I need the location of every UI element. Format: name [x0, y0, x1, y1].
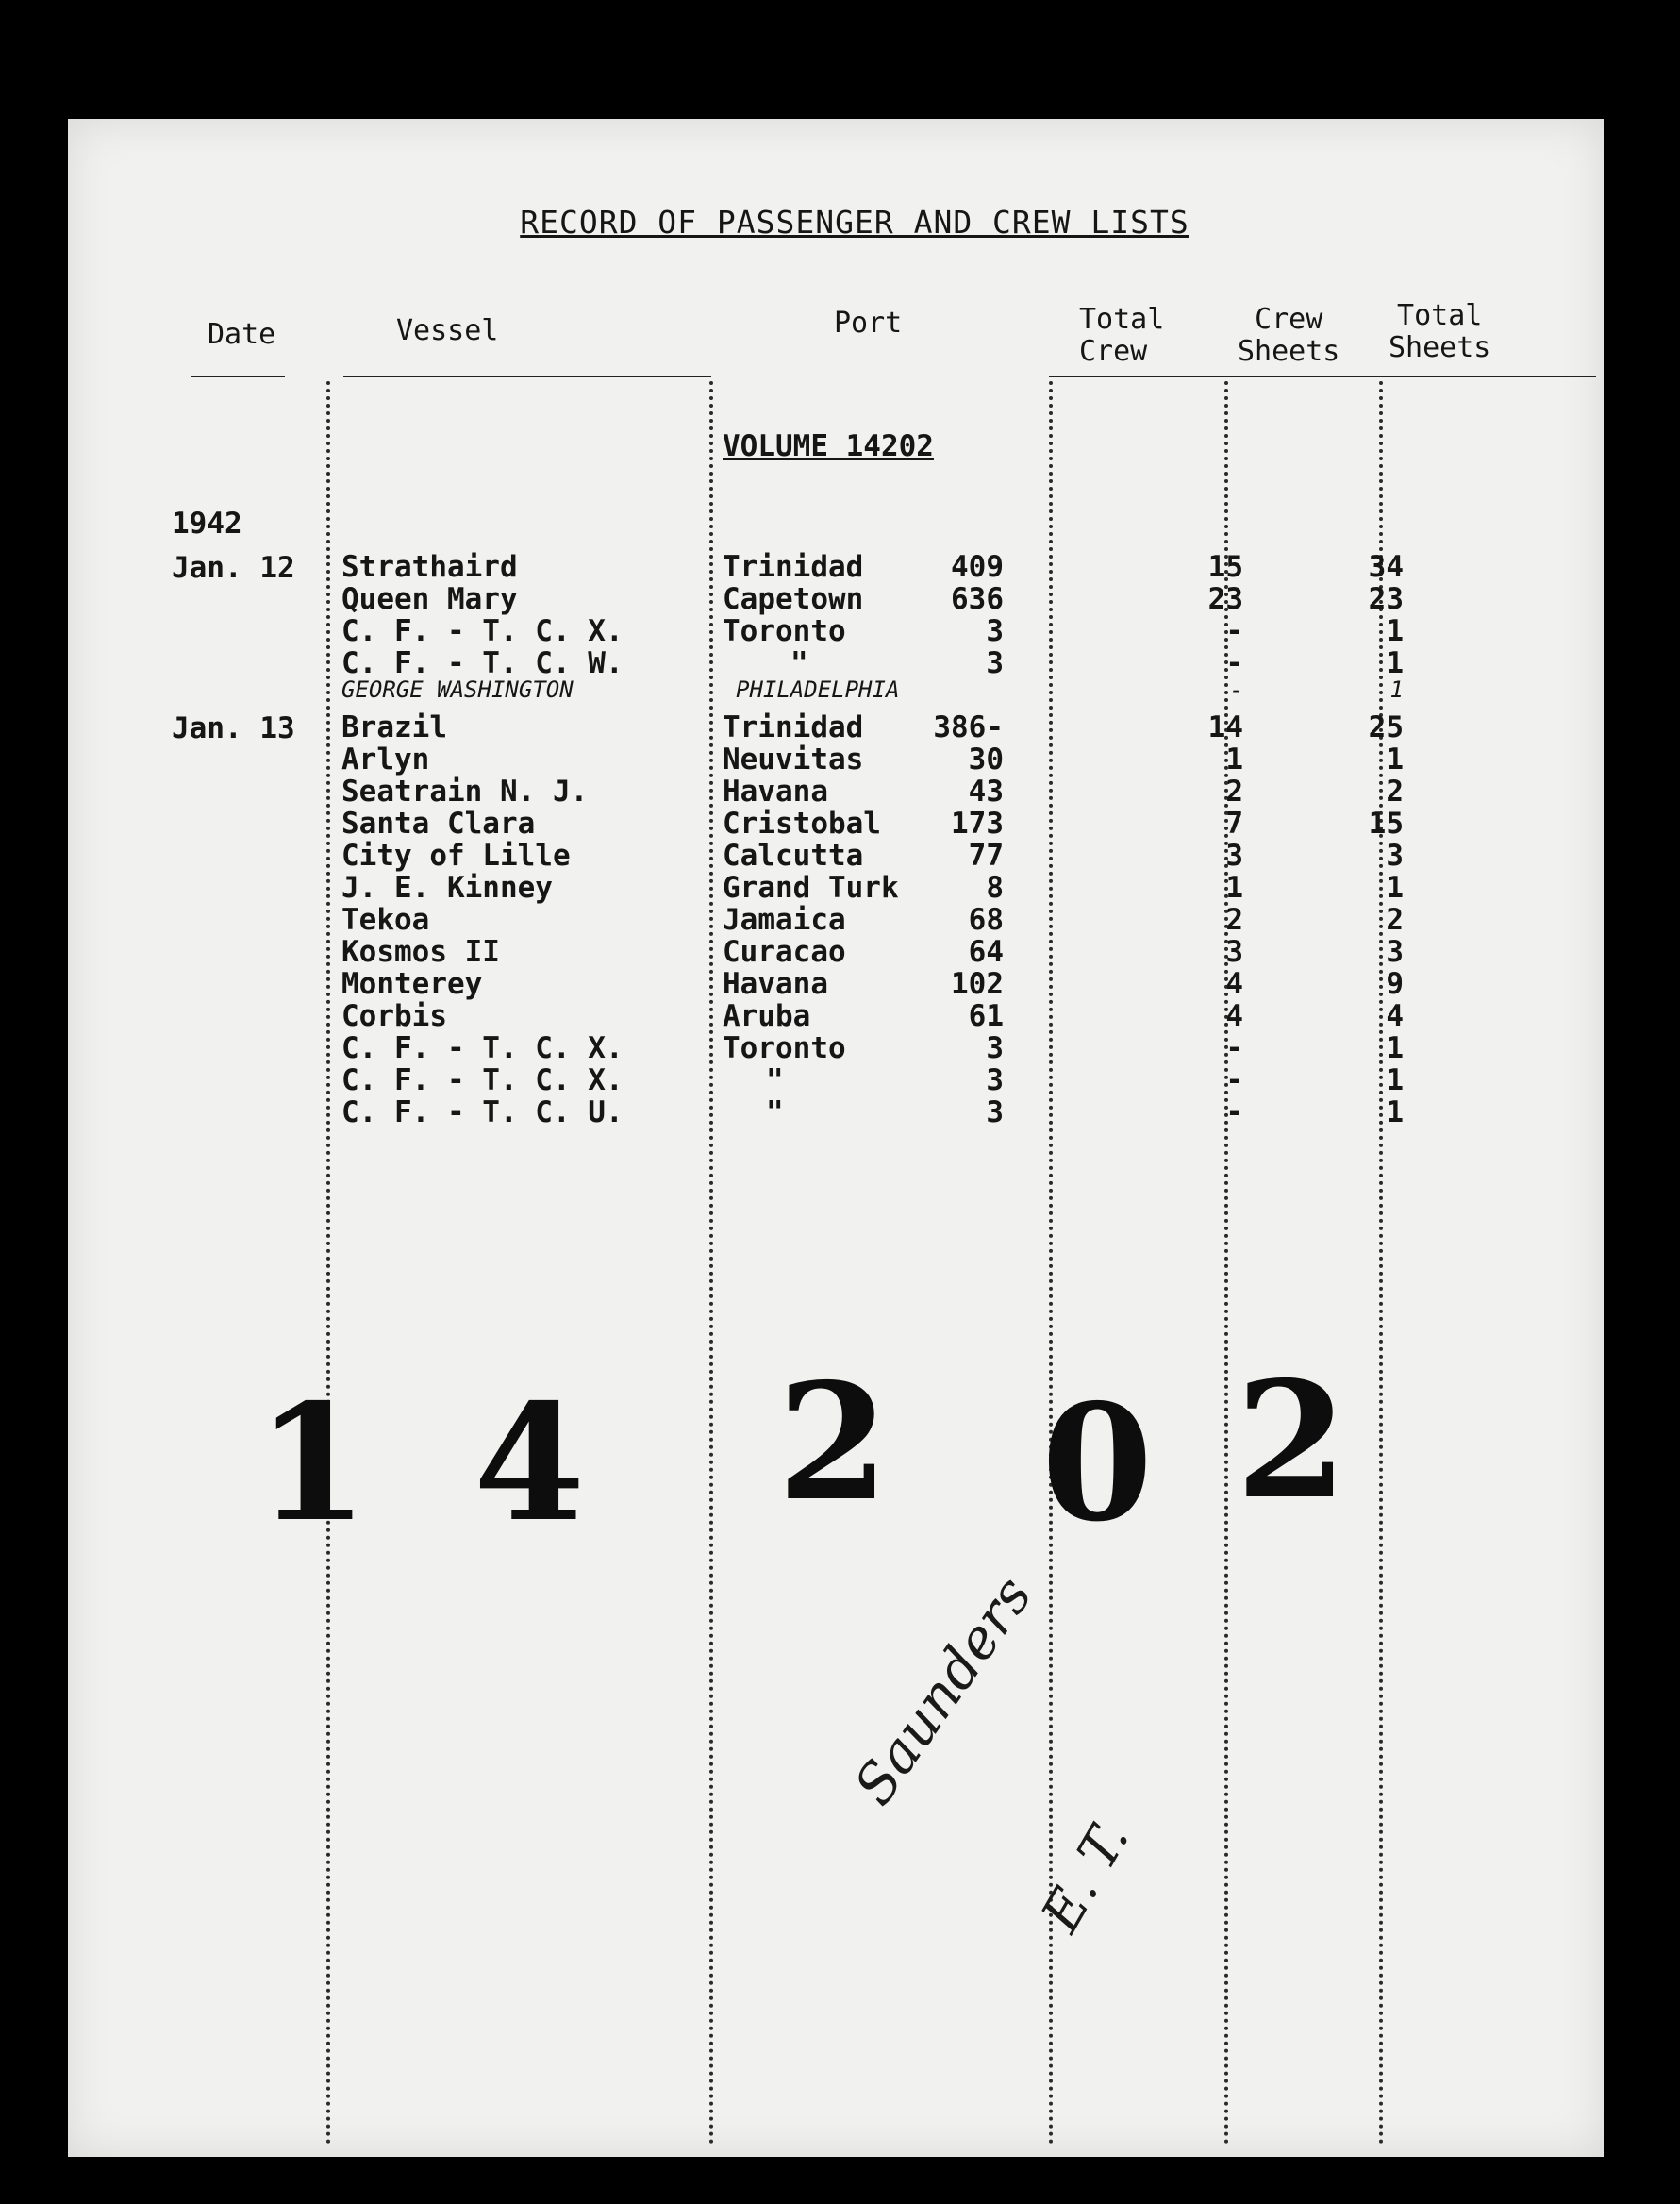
vessel-cell: C. F. - T. C. U.	[341, 1095, 624, 1129]
port-cell: "	[766, 1063, 784, 1097]
header-total-sheets	[1389, 300, 1490, 364]
header-rule-sheets	[1238, 376, 1596, 377]
total-sheets-cell: 3	[1386, 935, 1404, 969]
header-vessel	[396, 315, 498, 347]
handwritten-signature: Saunders	[841, 1564, 1045, 1817]
total-sheets-cell: 1	[1386, 743, 1404, 776]
crew-sheets-cell: 4	[1225, 999, 1243, 1033]
header-crew-sheets-line2: Sheets	[1238, 335, 1340, 368]
total-sheets-cell: 9	[1386, 967, 1404, 1001]
header-vessel-label: Vessel	[396, 314, 499, 347]
total-crew-cell: 68	[968, 903, 1004, 937]
port-cell: Trinidad	[723, 550, 864, 584]
crew-sheets-cell: 23	[1207, 582, 1243, 616]
total-crew-cell: 3	[986, 646, 1004, 680]
total-crew-cell: 30	[968, 743, 1004, 776]
port-cell: Havana	[723, 967, 828, 1001]
crew-sheets-cell: -	[1225, 1095, 1243, 1129]
header-port	[834, 308, 902, 340]
crew-sheets-cell: -	[1229, 676, 1243, 703]
handwritten-initials: E. T.	[1030, 1811, 1141, 1943]
port-cell: Grand Turk	[723, 871, 899, 905]
total-crew-cell: 3	[986, 1063, 1004, 1097]
total-crew-cell: 43	[968, 775, 1004, 809]
crew-sheets-cell: -	[1225, 614, 1243, 648]
total-sheets-cell: 25	[1368, 710, 1404, 744]
table-row	[68, 615, 1604, 647]
total-crew-cell: 102	[951, 967, 1004, 1001]
vessel-cell: Strathaird	[341, 550, 518, 584]
header-total-sheets-line1: Total	[1397, 299, 1483, 332]
header-crew-sheets-line1: Crew	[1255, 303, 1323, 336]
header-crew-sheets	[1238, 304, 1339, 368]
total-sheets-cell: 15	[1368, 807, 1404, 841]
header-date	[208, 319, 275, 351]
year-label: 1942	[172, 507, 242, 541]
port-cell: Capetown	[723, 582, 864, 616]
crew-sheets-cell: 15	[1207, 550, 1243, 584]
header-rule-crew	[1049, 376, 1238, 377]
vessel-cell: C. F. - T. C. X.	[341, 1031, 624, 1065]
header-total-crew-line1: Total	[1079, 303, 1165, 336]
table-row	[68, 1000, 1604, 1032]
vessel-cell: Monterey	[341, 967, 483, 1001]
table-row	[68, 904, 1604, 936]
port-cell: Trinidad	[723, 710, 864, 744]
port-cell: Neuvitas	[723, 743, 864, 776]
stamp-digit: 1	[257, 1369, 369, 1558]
vessel-cell: City of Lille	[341, 839, 571, 873]
crew-sheets-cell: 1	[1225, 871, 1243, 905]
total-sheets-cell: 1	[1386, 1095, 1404, 1129]
total-sheets-cell: 23	[1368, 582, 1404, 616]
vessel-cell: Brazil	[341, 710, 447, 744]
stamp-digit: 4	[474, 1369, 586, 1558]
header-rule-date	[191, 376, 285, 377]
total-crew-cell: 64	[968, 935, 1004, 969]
table-row	[68, 711, 1604, 743]
crew-sheets-cell: 2	[1225, 903, 1243, 937]
stamp-digit: 2	[777, 1348, 890, 1537]
total-crew-cell: 3	[986, 1031, 1004, 1065]
vessel-cell: C. F. - T. C. X.	[341, 1063, 624, 1097]
crew-sheets-cell: 2	[1225, 775, 1243, 809]
total-sheets-cell: 1	[1386, 871, 1404, 905]
header-port-label: Port	[834, 307, 903, 340]
vessel-cell: Corbis	[341, 999, 447, 1033]
volume-label: VOLUME 14202	[723, 429, 934, 463]
total-sheets-cell: 34	[1368, 550, 1404, 584]
table-row	[68, 1032, 1604, 1064]
table-row	[68, 872, 1604, 904]
header-rule-vessel	[343, 376, 711, 377]
vessel-cell: Tekoa	[341, 903, 430, 937]
table-row	[68, 808, 1604, 840]
crew-sheets-cell: 1	[1225, 743, 1243, 776]
total-crew-cell: 3	[986, 614, 1004, 648]
header-date-label: Date	[208, 318, 276, 351]
stamp-digit: 0	[1041, 1369, 1154, 1558]
port-cell: Curacao	[723, 935, 846, 969]
total-sheets-cell: 3	[1386, 839, 1404, 873]
crew-sheets-cell: 14	[1207, 710, 1243, 744]
vessel-cell: Kosmos II	[341, 935, 500, 969]
port-cell: PHILADELPHIA	[736, 676, 900, 703]
table-row	[68, 551, 1604, 583]
total-crew-cell: 636	[951, 582, 1004, 616]
table-row-handwritten	[68, 674, 1604, 706]
total-crew-cell: 386-	[933, 710, 1004, 744]
crew-sheets-cell: 3	[1225, 839, 1243, 873]
total-crew-cell: 77	[968, 839, 1004, 873]
table-row	[68, 743, 1604, 776]
port-cell: Jamaica	[723, 903, 846, 937]
total-sheets-cell: 2	[1386, 903, 1404, 937]
total-sheets-cell: 1	[1386, 1031, 1404, 1065]
crew-sheets-cell: 7	[1225, 807, 1243, 841]
vessel-cell: GEORGE WASHINGTON	[341, 676, 574, 703]
vessel-cell: Arlyn	[341, 743, 430, 776]
table-row	[68, 840, 1604, 872]
port-cell: Toronto	[723, 614, 846, 648]
crew-sheets-cell: -	[1225, 1031, 1243, 1065]
crew-sheets-cell: 4	[1225, 967, 1243, 1001]
vessel-cell: C. F. - T. C. X.	[341, 614, 624, 648]
total-sheets-cell: 4	[1386, 999, 1404, 1033]
total-crew-cell: 3	[986, 1095, 1004, 1129]
vessel-cell: J. E. Kinney	[341, 871, 553, 905]
crew-sheets-cell: -	[1225, 646, 1243, 680]
group-date: Jan. 13	[172, 711, 295, 745]
port-cell: Calcutta	[723, 839, 864, 873]
header-total-crew-line2: Crew	[1079, 335, 1148, 368]
total-crew-cell: 173	[951, 807, 1004, 841]
vessel-cell: C. F. - T. C. W.	[341, 646, 624, 680]
crew-sheets-cell: -	[1225, 1063, 1243, 1097]
total-crew-cell: 409	[951, 550, 1004, 584]
vessel-cell: Queen Mary	[341, 582, 518, 616]
crew-sheets-cell: 3	[1225, 935, 1243, 969]
table-row	[68, 936, 1604, 968]
stamp-digit: 2	[1236, 1346, 1348, 1535]
total-sheets-cell: 1	[1386, 1063, 1404, 1097]
port-cell: Toronto	[723, 1031, 846, 1065]
port-cell: Cristobal	[723, 807, 881, 841]
document-page	[68, 119, 1604, 2157]
total-sheets-cell: 1	[1389, 676, 1404, 703]
table-row	[68, 583, 1604, 615]
vessel-cell: Santa Clara	[341, 807, 536, 841]
table-row	[68, 968, 1604, 1000]
total-sheets-cell: 2	[1386, 775, 1404, 809]
port-cell: "	[790, 646, 808, 680]
header-total-sheets-line2: Sheets	[1389, 331, 1491, 364]
total-crew-cell: 8	[986, 871, 1004, 905]
document-title: RECORD OF PASSENGER AND CREW LISTS	[520, 204, 1189, 241]
port-cell: Havana	[723, 775, 828, 809]
table-row	[68, 1064, 1604, 1096]
header-total-crew	[1079, 304, 1164, 368]
table-row	[68, 1096, 1604, 1128]
port-cell: "	[766, 1095, 784, 1129]
total-sheets-cell: 1	[1386, 614, 1404, 648]
port-cell: Aruba	[723, 999, 811, 1033]
table-row	[68, 776, 1604, 808]
group-date: Jan. 12	[172, 551, 295, 585]
total-sheets-cell: 1	[1386, 646, 1404, 680]
total-crew-cell: 61	[968, 999, 1004, 1033]
vessel-cell: Seatrain N. J.	[341, 775, 589, 809]
